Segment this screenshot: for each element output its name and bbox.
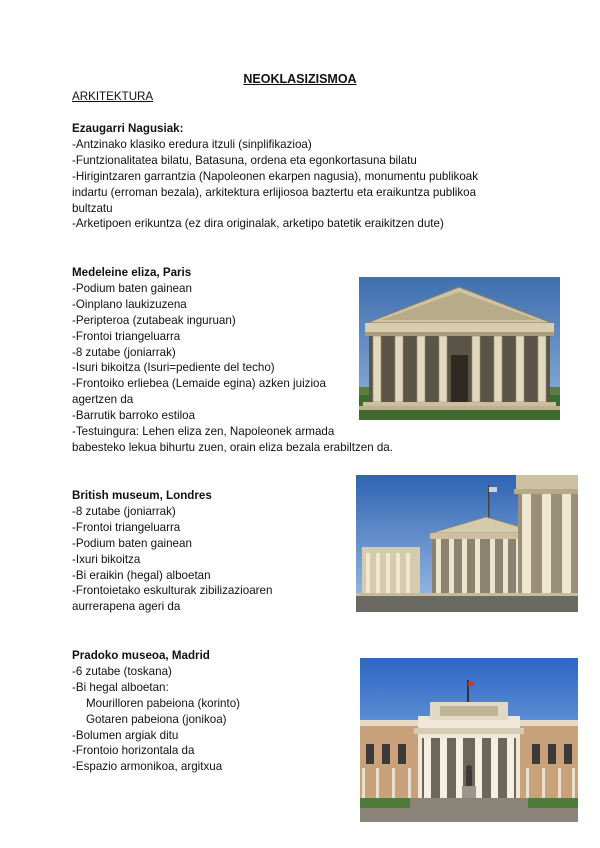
british-line: -Ixuri bikoitza [72, 552, 141, 566]
madeleine-line: agertzen da [72, 393, 134, 407]
madeleine-heading: Medeleine eliza, Paris [72, 266, 192, 279]
madeleine-line: -Podium baten gainean [72, 281, 192, 295]
features-heading: Ezaugarri Nagusiak: [72, 122, 184, 135]
features-line: -Hirigintzaren garrantzia (Napoleonen ekarpen nagusia), monumentu publikoak [72, 169, 479, 183]
prado-line: Mourilloren pabeiona (korinto) [86, 696, 241, 710]
madeleine-line: -Frontoiko erliebea (Lemaide egina) azken juizioa [72, 377, 326, 391]
british-museum-photo [356, 475, 578, 612]
madeleine-line: -Barrutik barroko estiloa [72, 409, 196, 423]
madeleine-line: -Peripteroa (zutabeak inguruan) [72, 313, 236, 327]
british-line: -Podium baten gainean [72, 536, 192, 550]
madeleine-line: -Testuingura: Lehen eliza zen, Napoleonek armada [72, 425, 335, 439]
madeleine-line: -Isuri bikoitza (Isuri=pediente del techo) [72, 361, 275, 375]
prado-heading: Pradoko museoa, Madrid [72, 649, 210, 662]
prado-line: -Frontoio horizontala da [72, 744, 195, 758]
features-line: indartu (erroman bezala), arkitektura erlijiosoa baztertu eta eraikuntza publikoa [72, 185, 477, 199]
british-line: -Frontoi triangeluarra [72, 520, 181, 534]
prado-block [72, 648, 240, 775]
prado-line: -6 zutabe (toskana) [72, 664, 172, 678]
british-line: -8 zutabe (joniarrak) [72, 504, 176, 518]
features-block [72, 121, 478, 232]
features-line: -Antzinako klasiko eredura itzuli (sinplifikazioa) [72, 137, 312, 151]
features-line: bultzatu [72, 201, 113, 215]
british-line: -Frontoietako eskulturak zibilizazioaren [72, 584, 273, 598]
features-line: -Funtzionalitatea bilatu, Batasuna, ordena eta egonkortasuna bilatu [72, 153, 417, 167]
madeleine-line: -8 zutabe (joniarrak) [72, 345, 176, 359]
prado-line: -Espazio armonikoa, argitxua [72, 760, 223, 774]
british-line: aurrerapena ageri da [72, 600, 181, 614]
prado-line: -Bolumen argiak ditu [72, 728, 179, 742]
madeleine-line: -Frontoi triangeluarra [72, 329, 181, 343]
prado-line: -Bi hegal alboetan: [72, 680, 169, 694]
prado-line: Gotaren pabeiona (jonikoa) [86, 712, 227, 726]
madeleine-line: babesteko lekua bihurtu zuen, orain eliza bezala erabiltzen da. [72, 440, 393, 454]
british-block [72, 488, 272, 615]
page-title: NEOKLASIZISMOA [243, 72, 357, 86]
prado-museum-photo [360, 658, 578, 822]
section-label: ARKITEKTURA [72, 90, 154, 103]
madeleine-line: -Oinplano laukizuzena [72, 297, 187, 311]
british-line: -Bi eraikin (hegal) alboetan [72, 568, 211, 582]
british-heading: British museum, Londres [72, 489, 212, 502]
madeleine-photo [359, 277, 560, 420]
madeleine-block [72, 265, 393, 456]
features-line: -Arketipoen erikuntza (ez dira originalak, arketipo batetik eraikitzen dute) [72, 217, 444, 231]
